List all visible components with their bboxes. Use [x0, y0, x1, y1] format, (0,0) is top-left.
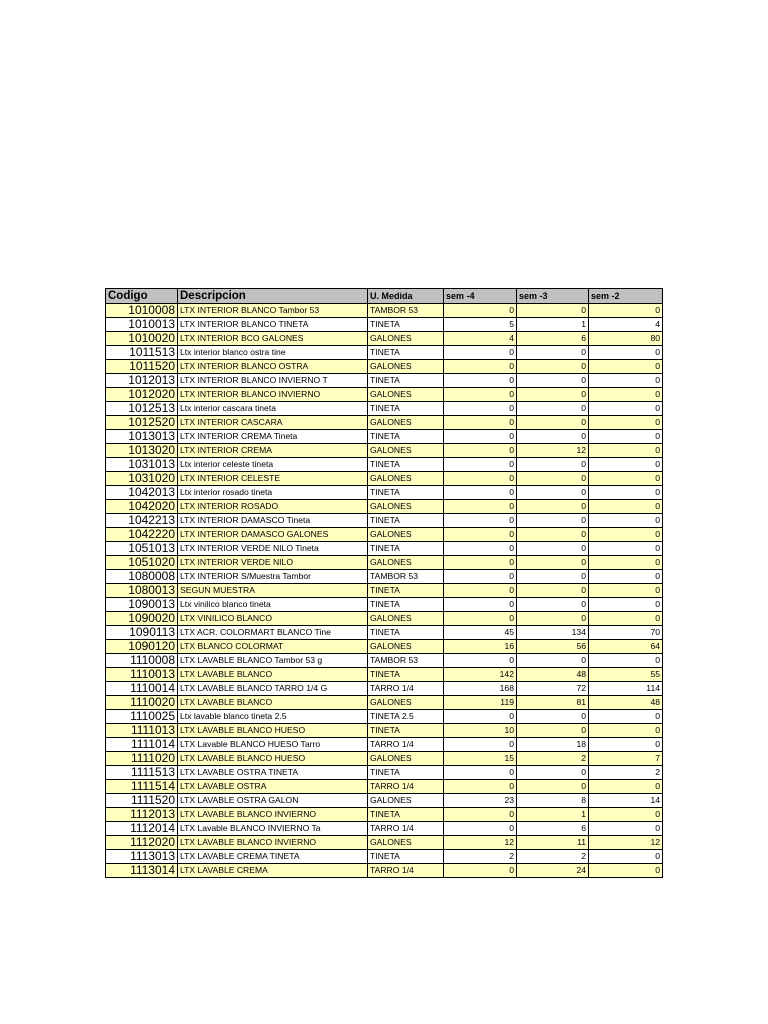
cell-sem-3: 0 — [517, 472, 589, 486]
cell-descripcion: LTX LAVABLE BLANCO INVIERNO — [178, 808, 368, 822]
cell-sem-3: 72 — [517, 682, 589, 696]
cell-sem-4: 0 — [444, 304, 517, 318]
cell-unidad-medida: GALONES — [368, 528, 444, 542]
cell-sem-3: 0 — [517, 780, 589, 794]
cell-codigo: 1010013 — [106, 318, 178, 332]
cell-sem-3: 0 — [517, 402, 589, 416]
cell-sem-4: 12 — [444, 836, 517, 850]
cell-sem-2: 0 — [589, 612, 663, 626]
cell-sem-3: 0 — [517, 766, 589, 780]
cell-codigo: 1110013 — [106, 668, 178, 682]
header-descripcion: Descripcion — [178, 289, 368, 304]
cell-unidad-medida: TINETA — [368, 724, 444, 738]
cell-sem-3: 0 — [517, 360, 589, 374]
cell-descripcion: LTX LAVABLE OSTRA TINETA — [178, 766, 368, 780]
cell-codigo: 1110008 — [106, 654, 178, 668]
cell-codigo: 1111514 — [106, 780, 178, 794]
cell-unidad-medida: TAMBOR 53 — [368, 570, 444, 584]
cell-codigo: 1013013 — [106, 430, 178, 444]
cell-sem-2: 0 — [589, 402, 663, 416]
cell-unidad-medida: GALONES — [368, 612, 444, 626]
cell-codigo: 1080013 — [106, 584, 178, 598]
cell-sem-4: 0 — [444, 500, 517, 514]
table-row — [106, 556, 663, 570]
cell-codigo: 1013020 — [106, 444, 178, 458]
cell-descripcion: LTX Lavable BLANCO INVIERNO Ta — [178, 822, 368, 836]
cell-codigo: 1112013 — [106, 808, 178, 822]
cell-codigo: 1090120 — [106, 640, 178, 654]
cell-unidad-medida: TAMBOR 53 — [368, 304, 444, 318]
cell-descripcion: LTX INTERIOR S/Muestra Tambor — [178, 570, 368, 584]
table-row — [106, 640, 663, 654]
cell-unidad-medida: TARRO 1/4 — [368, 780, 444, 794]
cell-sem-2: 0 — [589, 360, 663, 374]
cell-unidad-medida: GALONES — [368, 472, 444, 486]
cell-codigo: 1110020 — [106, 696, 178, 710]
cell-codigo: 1090013 — [106, 598, 178, 612]
cell-sem-4: 10 — [444, 724, 517, 738]
cell-sem-2: 14 — [589, 794, 663, 808]
cell-sem-3: 0 — [517, 598, 589, 612]
cell-codigo: 1011513 — [106, 346, 178, 360]
cell-sem-2: 0 — [589, 528, 663, 542]
table-row — [106, 486, 663, 500]
cell-codigo: 1042013 — [106, 486, 178, 500]
cell-sem-2: 0 — [589, 486, 663, 500]
cell-codigo: 1012520 — [106, 416, 178, 430]
table-row — [106, 850, 663, 864]
cell-sem-3: 0 — [517, 374, 589, 388]
cell-descripcion: LTX INTERIOR DAMASCO Tineta — [178, 514, 368, 528]
cell-sem-4: 0 — [444, 570, 517, 584]
cell-sem-3: 12 — [517, 444, 589, 458]
cell-descripcion: LTX INTERIOR BLANCO Tambor 53 — [178, 304, 368, 318]
cell-sem-2: 70 — [589, 626, 663, 640]
table-row — [106, 738, 663, 752]
table-body — [106, 304, 663, 878]
cell-sem-4: 0 — [444, 458, 517, 472]
cell-sem-2: 7 — [589, 752, 663, 766]
cell-sem-4: 0 — [444, 472, 517, 486]
cell-descripcion: LTX Lavable BLANCO HUESO Tarro — [178, 738, 368, 752]
table-row — [106, 304, 663, 318]
inventory-table — [105, 288, 663, 878]
cell-sem-4: 0 — [444, 556, 517, 570]
cell-sem-2: 0 — [589, 388, 663, 402]
cell-sem-2: 0 — [589, 472, 663, 486]
cell-unidad-medida: TINETA — [368, 402, 444, 416]
cell-descripcion: LTX ACR. COLORMART BLANCO Tine — [178, 626, 368, 640]
cell-sem-4: 0 — [444, 346, 517, 360]
cell-unidad-medida: TINETA — [368, 318, 444, 332]
cell-codigo: 1111020 — [106, 752, 178, 766]
cell-sem-4: 15 — [444, 752, 517, 766]
table-row — [106, 836, 663, 850]
cell-descripcion: LTX INTERIOR VERDE NILO — [178, 556, 368, 570]
table-row — [106, 444, 663, 458]
table-row — [106, 794, 663, 808]
cell-codigo: 1051013 — [106, 542, 178, 556]
cell-codigo: 1110014 — [106, 682, 178, 696]
cell-sem-4: 0 — [444, 808, 517, 822]
cell-codigo: 1042020 — [106, 500, 178, 514]
table-row — [106, 388, 663, 402]
table-row — [106, 780, 663, 794]
cell-sem-2: 0 — [589, 430, 663, 444]
cell-unidad-medida: GALONES — [368, 444, 444, 458]
cell-sem-2: 0 — [589, 808, 663, 822]
cell-descripcion: LTX INTERIOR CREMA Tineta — [178, 430, 368, 444]
cell-unidad-medida: GALONES — [368, 794, 444, 808]
cell-codigo: 1090020 — [106, 612, 178, 626]
cell-sem-3: 48 — [517, 668, 589, 682]
cell-sem-3: 0 — [517, 486, 589, 500]
cell-sem-2: 64 — [589, 640, 663, 654]
header-sem-2: sem -2 — [589, 289, 663, 304]
cell-sem-4: 23 — [444, 794, 517, 808]
cell-unidad-medida: TARRO 1/4 — [368, 822, 444, 836]
table-row — [106, 472, 663, 486]
cell-sem-2: 12 — [589, 836, 663, 850]
cell-sem-4: 0 — [444, 402, 517, 416]
cell-sem-2: 0 — [589, 304, 663, 318]
cell-unidad-medida: TINETA — [368, 598, 444, 612]
cell-sem-4: 0 — [444, 766, 517, 780]
cell-sem-4: 0 — [444, 388, 517, 402]
cell-codigo: 1012013 — [106, 374, 178, 388]
cell-codigo: 1112014 — [106, 822, 178, 836]
cell-codigo: 1110025 — [106, 710, 178, 724]
cell-descripcion: LTX INTERIOR CELESTE — [178, 472, 368, 486]
table-row — [106, 458, 663, 472]
cell-descripcion: Ltx interior cascara tineta — [178, 402, 368, 416]
cell-codigo: 1031020 — [106, 472, 178, 486]
cell-sem-4: 0 — [444, 598, 517, 612]
cell-sem-4: 0 — [444, 542, 517, 556]
table-row — [106, 346, 663, 360]
header-unidad-medida: U. Medida — [368, 289, 444, 304]
cell-sem-3: 1 — [517, 808, 589, 822]
table-row — [106, 374, 663, 388]
cell-sem-2: 0 — [589, 500, 663, 514]
cell-sem-3: 0 — [517, 570, 589, 584]
cell-unidad-medida: TINETA — [368, 430, 444, 444]
cell-sem-4: 0 — [444, 430, 517, 444]
cell-sem-4: 45 — [444, 626, 517, 640]
cell-unidad-medida: TINETA — [368, 668, 444, 682]
cell-descripcion: LTX LAVABLE BLANCO Tambor 53 g — [178, 654, 368, 668]
cell-descripcion: LTX LAVABLE BLANCO INVIERNO — [178, 836, 368, 850]
table-row — [106, 514, 663, 528]
cell-unidad-medida: TINETA — [368, 542, 444, 556]
cell-sem-2: 0 — [589, 556, 663, 570]
cell-sem-2: 0 — [589, 346, 663, 360]
cell-codigo: 1031013 — [106, 458, 178, 472]
cell-sem-2: 2 — [589, 766, 663, 780]
cell-sem-4: 0 — [444, 528, 517, 542]
cell-sem-2: 0 — [589, 864, 663, 878]
cell-descripcion: LTX INTERIOR CREMA — [178, 444, 368, 458]
cell-sem-4: 119 — [444, 696, 517, 710]
cell-unidad-medida: TINETA — [368, 808, 444, 822]
cell-codigo: 1042220 — [106, 528, 178, 542]
cell-unidad-medida: TINETA — [368, 850, 444, 864]
cell-descripcion: LTX BLANCO COLORMAT — [178, 640, 368, 654]
cell-sem-3: 0 — [517, 710, 589, 724]
cell-sem-3: 18 — [517, 738, 589, 752]
cell-sem-3: 24 — [517, 864, 589, 878]
cell-codigo: 1113014 — [106, 864, 178, 878]
cell-codigo: 1010020 — [106, 332, 178, 346]
cell-sem-4: 0 — [444, 654, 517, 668]
table-header — [106, 289, 663, 304]
cell-descripcion: LTX LAVABLE OSTRA GALON — [178, 794, 368, 808]
cell-descripcion: LTX LAVABLE BLANCO — [178, 696, 368, 710]
cell-unidad-medida: TARRO 1/4 — [368, 864, 444, 878]
cell-sem-3: 0 — [517, 556, 589, 570]
cell-sem-3: 6 — [517, 332, 589, 346]
cell-sem-4: 0 — [444, 612, 517, 626]
cell-codigo: 1112020 — [106, 836, 178, 850]
cell-descripcion: LTX LAVABLE BLANCO — [178, 668, 368, 682]
cell-sem-3: 0 — [517, 654, 589, 668]
table-row — [106, 724, 663, 738]
cell-codigo: 1113013 — [106, 850, 178, 864]
cell-codigo: 1111014 — [106, 738, 178, 752]
table-row — [106, 430, 663, 444]
table-row — [106, 808, 663, 822]
cell-unidad-medida: TINETA — [368, 458, 444, 472]
cell-codigo: 1080008 — [106, 570, 178, 584]
cell-descripcion: LTX LAVABLE BLANCO HUESO — [178, 752, 368, 766]
cell-sem-2: 80 — [589, 332, 663, 346]
cell-sem-4: 16 — [444, 640, 517, 654]
table-row — [106, 500, 663, 514]
cell-unidad-medida: TARRO 1/4 — [368, 738, 444, 752]
cell-sem-2: 0 — [589, 584, 663, 598]
cell-sem-4: 168 — [444, 682, 517, 696]
table-row — [106, 570, 663, 584]
cell-sem-4: 0 — [444, 374, 517, 388]
cell-sem-3: 0 — [517, 430, 589, 444]
cell-descripcion: LTX LAVABLE OSTRA — [178, 780, 368, 794]
cell-descripcion: LTX LAVABLE CREMA TINETA — [178, 850, 368, 864]
cell-sem-2: 0 — [589, 514, 663, 528]
cell-sem-2: 0 — [589, 738, 663, 752]
cell-codigo: 1051020 — [106, 556, 178, 570]
cell-sem-4: 0 — [444, 710, 517, 724]
cell-unidad-medida: GALONES — [368, 332, 444, 346]
cell-unidad-medida: GALONES — [368, 556, 444, 570]
cell-unidad-medida: GALONES — [368, 416, 444, 430]
cell-sem-3: 2 — [517, 850, 589, 864]
table-row — [106, 626, 663, 640]
cell-sem-2: 0 — [589, 570, 663, 584]
cell-sem-3: 0 — [517, 458, 589, 472]
table-row — [106, 318, 663, 332]
cell-descripcion: SEGUN MUESTRA — [178, 584, 368, 598]
cell-unidad-medida: GALONES — [368, 640, 444, 654]
cell-descripcion: LTX INTERIOR BCO GALONES — [178, 332, 368, 346]
cell-sem-2: 48 — [589, 696, 663, 710]
cell-descripcion: LTX VINILICO BLANCO — [178, 612, 368, 626]
cell-descripcion: LTX INTERIOR BLANCO TINETA — [178, 318, 368, 332]
table-row — [106, 668, 663, 682]
table-row — [106, 542, 663, 556]
cell-unidad-medida: TINETA — [368, 514, 444, 528]
cell-descripcion: Ltx interior rosado tineta — [178, 486, 368, 500]
cell-sem-3: 0 — [517, 416, 589, 430]
cell-sem-2: 0 — [589, 598, 663, 612]
cell-sem-3: 0 — [517, 346, 589, 360]
cell-descripcion: LTX INTERIOR BLANCO INVIERNO — [178, 388, 368, 402]
cell-sem-4: 142 — [444, 668, 517, 682]
cell-sem-4: 0 — [444, 486, 517, 500]
header-row — [106, 289, 663, 304]
table-row — [106, 612, 663, 626]
cell-sem-3: 0 — [517, 514, 589, 528]
cell-sem-4: 0 — [444, 416, 517, 430]
cell-sem-2: 0 — [589, 822, 663, 836]
cell-unidad-medida: GALONES — [368, 752, 444, 766]
cell-sem-2: 0 — [589, 724, 663, 738]
table-row — [106, 402, 663, 416]
cell-sem-2: 0 — [589, 850, 663, 864]
cell-sem-2: 0 — [589, 416, 663, 430]
cell-sem-4: 2 — [444, 850, 517, 864]
cell-descripcion: LTX INTERIOR BLANCO OSTRA — [178, 360, 368, 374]
cell-sem-4: 4 — [444, 332, 517, 346]
cell-sem-3: 0 — [517, 388, 589, 402]
cell-sem-3: 0 — [517, 542, 589, 556]
cell-sem-3: 56 — [517, 640, 589, 654]
cell-unidad-medida: TAMBOR 53 — [368, 654, 444, 668]
cell-sem-2: 0 — [589, 710, 663, 724]
cell-sem-2: 0 — [589, 374, 663, 388]
table-row — [106, 766, 663, 780]
cell-sem-4: 0 — [444, 360, 517, 374]
cell-sem-3: 134 — [517, 626, 589, 640]
table-row — [106, 696, 663, 710]
cell-descripcion: LTX LAVABLE BLANCO HUESO — [178, 724, 368, 738]
table-row — [106, 598, 663, 612]
cell-sem-2: 0 — [589, 780, 663, 794]
cell-sem-2: 0 — [589, 654, 663, 668]
cell-sem-3: 0 — [517, 724, 589, 738]
cell-unidad-medida: TARRO 1/4 — [368, 682, 444, 696]
cell-unidad-medida: TINETA — [368, 374, 444, 388]
cell-codigo: 1111520 — [106, 794, 178, 808]
table-row — [106, 584, 663, 598]
cell-sem-4: 0 — [444, 864, 517, 878]
cell-codigo: 1042213 — [106, 514, 178, 528]
table-row — [106, 528, 663, 542]
cell-sem-3: 0 — [517, 500, 589, 514]
cell-sem-4: 0 — [444, 444, 517, 458]
cell-sem-2: 0 — [589, 444, 663, 458]
cell-codigo: 1111013 — [106, 724, 178, 738]
cell-sem-3: 0 — [517, 528, 589, 542]
cell-sem-2: 4 — [589, 318, 663, 332]
cell-sem-4: 0 — [444, 822, 517, 836]
cell-descripcion: Ltx lavable blanco tineta 2.5 — [178, 710, 368, 724]
cell-sem-2: 0 — [589, 542, 663, 556]
cell-descripcion: LTX INTERIOR CASCARA — [178, 416, 368, 430]
cell-sem-2: 114 — [589, 682, 663, 696]
table-row — [106, 332, 663, 346]
cell-descripcion: Ltx vinilico blanco tineta — [178, 598, 368, 612]
cell-descripcion: Ltx interior blanco ostra tine — [178, 346, 368, 360]
table-row — [106, 416, 663, 430]
cell-sem-3: 2 — [517, 752, 589, 766]
cell-sem-3: 0 — [517, 584, 589, 598]
cell-descripcion: LTX LAVABLE CREMA — [178, 864, 368, 878]
cell-sem-4: 5 — [444, 318, 517, 332]
cell-unidad-medida: GALONES — [368, 500, 444, 514]
cell-codigo: 1111513 — [106, 766, 178, 780]
cell-descripcion: LTX INTERIOR VERDE NILO Tineta — [178, 542, 368, 556]
cell-descripcion: LTX LAVABLE BLANCO TARRO 1/4 G — [178, 682, 368, 696]
cell-sem-4: 0 — [444, 514, 517, 528]
cell-descripcion: LTX INTERIOR ROSADO — [178, 500, 368, 514]
cell-sem-2: 0 — [589, 458, 663, 472]
cell-descripcion: Ltx interior celeste tineta — [178, 458, 368, 472]
cell-unidad-medida: TINETA — [368, 346, 444, 360]
cell-sem-3: 11 — [517, 836, 589, 850]
cell-unidad-medida: GALONES — [368, 696, 444, 710]
header-sem-4: sem -4 — [444, 289, 517, 304]
header-sem-3: sem -3 — [517, 289, 589, 304]
cell-descripcion: LTX INTERIOR BLANCO INVIERNO T — [178, 374, 368, 388]
cell-sem-3: 1 — [517, 318, 589, 332]
table-row — [106, 864, 663, 878]
cell-unidad-medida: GALONES — [368, 360, 444, 374]
cell-codigo: 1011520 — [106, 360, 178, 374]
table-row — [106, 360, 663, 374]
cell-sem-2: 55 — [589, 668, 663, 682]
table-row — [106, 752, 663, 766]
cell-unidad-medida: TINETA — [368, 486, 444, 500]
cell-sem-3: 6 — [517, 822, 589, 836]
cell-codigo: 1012513 — [106, 402, 178, 416]
cell-unidad-medida: GALONES — [368, 836, 444, 850]
table-row — [106, 682, 663, 696]
cell-descripcion: LTX INTERIOR DAMASCO GALONES — [178, 528, 368, 542]
cell-unidad-medida: TINETA — [368, 766, 444, 780]
cell-unidad-medida: GALONES — [368, 388, 444, 402]
header-codigo: Codigo — [106, 289, 178, 304]
cell-sem-3: 81 — [517, 696, 589, 710]
cell-unidad-medida: TINETA — [368, 626, 444, 640]
cell-unidad-medida: TINETA 2.5 — [368, 710, 444, 724]
cell-sem-4: 0 — [444, 738, 517, 752]
table-row — [106, 710, 663, 724]
cell-sem-4: 0 — [444, 584, 517, 598]
table-row — [106, 822, 663, 836]
cell-codigo: 1010008 — [106, 304, 178, 318]
cell-sem-3: 8 — [517, 794, 589, 808]
cell-sem-3: 0 — [517, 612, 589, 626]
cell-codigo: 1090113 — [106, 626, 178, 640]
cell-sem-3: 0 — [517, 304, 589, 318]
cell-codigo: 1012020 — [106, 388, 178, 402]
cell-unidad-medida: TINETA — [368, 584, 444, 598]
table-row — [106, 654, 663, 668]
cell-sem-4: 0 — [444, 780, 517, 794]
